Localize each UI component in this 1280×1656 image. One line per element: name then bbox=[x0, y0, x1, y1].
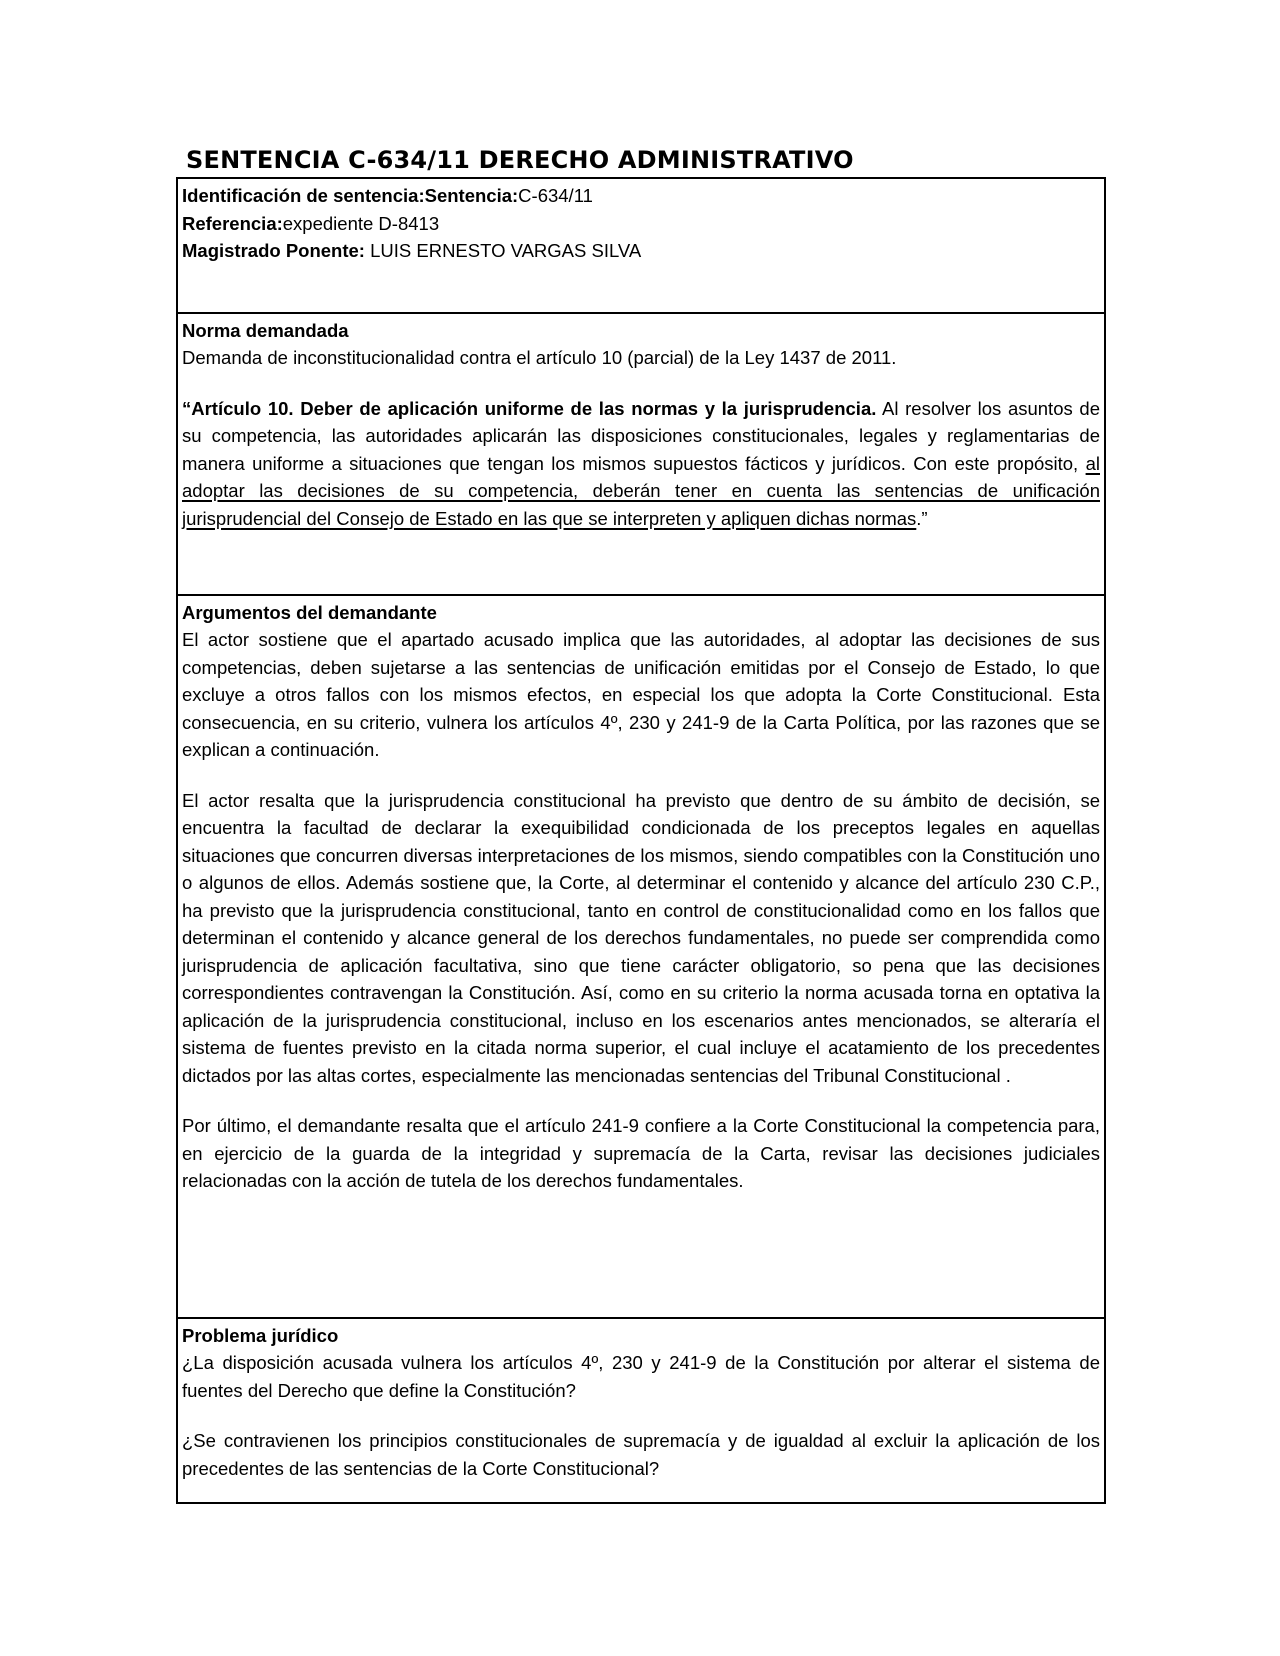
norma-heading: Norma demandada bbox=[182, 320, 349, 341]
argumentos-paragraph-1: El actor sostiene que el apartado acusado implica que las autoridades, al adoptar las decisiones de sus competencias, deben sujetarse a las sentencias de unificación emitidas por el Consejo de Estado, lo que excluye a otros fallos con los mismos efectos, en especial los que adopta la Corte Constitucional. Esta consecuencia, en su criterio, vulnera los artículos 4º, 230 y 241-9 de la Carta Política, por las razones que se explican a continuación. bbox=[182, 629, 1100, 760]
reference-line bbox=[182, 210, 1100, 238]
problema-question-1: ¿La disposición acusada vulnera los artículos 4º, 230 y 241-9 de la Constitución por alterar el sistema de fuentes del Derecho que define la Constitución? bbox=[182, 1352, 1100, 1401]
sentence-table bbox=[176, 177, 1106, 1504]
judge-label: Magistrado Ponente: bbox=[182, 240, 365, 261]
identification-line bbox=[182, 182, 1100, 210]
quote-underlined: al adoptar las decisiones de su competencia, deberán tener en cuenta las sentencias de unificación jurisprudencial del Consejo de Estado en las que se interpreten y apliquen dichas normas bbox=[182, 452, 1100, 529]
norma-quote bbox=[182, 395, 1100, 533]
argumentos-paragraph-3: Por último, el demandante resalta que el artículo 241-9 confiere a la Corte Constitucional la competencia para, en ejercicio de la guarda de la integridad y supremacía de la Carta, revisar las decisiones judiciales relacionadas con la acción de tutela de los derechos fundamentales. bbox=[182, 1115, 1100, 1191]
argumentos-paragraph-2: El actor resalta que la jurisprudencia constitucional ha previsto que dentro de su ámbito de decisión, se encuentra la facultad de declarar la exequibilidad condicionada de los preceptos legales en aquellas situaciones que concurren diversas interpretaciones de los mismos, siendo compatibles con la Constitución uno o algunos de ellos. Además sostiene que, la Corte, al determinar el contenido y alcance del artículo 230 C.P., ha previsto que la jurisprudencia constitucional, tanto en control de constitucionalidad como en los fallos que determinan el contenido y alcance general de los derechos fundamentales, no puede ser comprendida como jurisprudencia de aplicación facultativa, sino que tiene carácter obligatorio, so pena que las decisiones correspondientes contravengan la Constitución. Así, como en su criterio la norma acusada torna en optativa la aplicación de la jurisprudencia constitucional, incluso en los escenarios antes mencionados, se alteraría el sistema de fuentes previsto en la citada norma superior, el cual incluye el acatamiento de los precedentes dictados por las altas cortes, especialmente las mencionadas sentencias del Tribunal Constitucional . bbox=[182, 789, 1100, 1086]
problema-cell bbox=[178, 1319, 1104, 1502]
quote-bold-title: “Artículo 10. Deber de aplicación uniforme de las normas y la jurisprudencia. bbox=[182, 397, 877, 419]
document-title: SENTENCIA C-634/11 DERECHO ADMINISTRATIVO bbox=[186, 146, 854, 174]
judge-value: LUIS ERNESTO VARGAS SILVA bbox=[364, 240, 642, 261]
reference-value: expediente D-8413 bbox=[282, 212, 440, 234]
identification-value: C-634/11 bbox=[518, 185, 593, 206]
argumentos-cell bbox=[178, 596, 1104, 1319]
reference-label: Referencia: bbox=[182, 212, 283, 234]
identification-cell bbox=[178, 179, 1104, 314]
norma-cell bbox=[178, 314, 1104, 596]
identification-label: Identificación de sentencia:Sentencia: bbox=[182, 185, 519, 206]
judge-line bbox=[182, 237, 1100, 265]
norma-intro: Demanda de inconstitucionalidad contra el artículo 10 (parcial) de la Ley 1437 de 2011. bbox=[182, 347, 897, 368]
argumentos-heading: Argumentos del demandante bbox=[182, 602, 437, 623]
problema-question-2: ¿Se contravienen los principios constitucionales de supremacía y de igualdad al excluir la aplicación de los precedentes de las sentencias de la Corte Constitucional? bbox=[182, 1430, 1100, 1479]
quote-text: Al resolver los asuntos de su competencia, las autoridades aplicarán las disposiciones constitucionales, legales y reglamentarias de manera uniforme a situaciones que tengan los mismos supuestos fácticos y jurídicos. Con este propósito, bbox=[182, 397, 1100, 474]
quote-end: .” bbox=[916, 507, 928, 529]
problema-heading: Problema jurídico bbox=[182, 1325, 339, 1346]
